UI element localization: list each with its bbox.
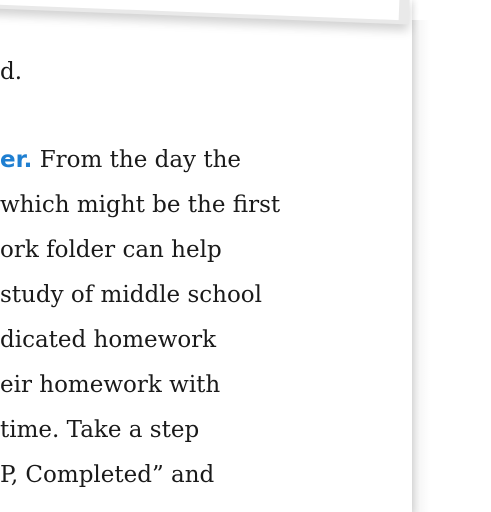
text-line-1-rest: From the day the [32,147,242,173]
text-line-3: ork folder can help [0,237,222,263]
section-heading: er. [0,147,33,173]
text-line-4: study of middle school [0,282,262,308]
page-right-edge-shadow [412,20,430,512]
text-line-0: d. [0,59,23,85]
text-line-8: P, Completed” and [0,462,215,488]
text-line-6: eir homework with [0,372,221,398]
text-line-1 [0,146,241,174]
text-line-7: time. Take a step [0,417,200,443]
text-line-2: which might be the first [0,192,281,218]
text-line-5: dicated homework [0,327,217,353]
